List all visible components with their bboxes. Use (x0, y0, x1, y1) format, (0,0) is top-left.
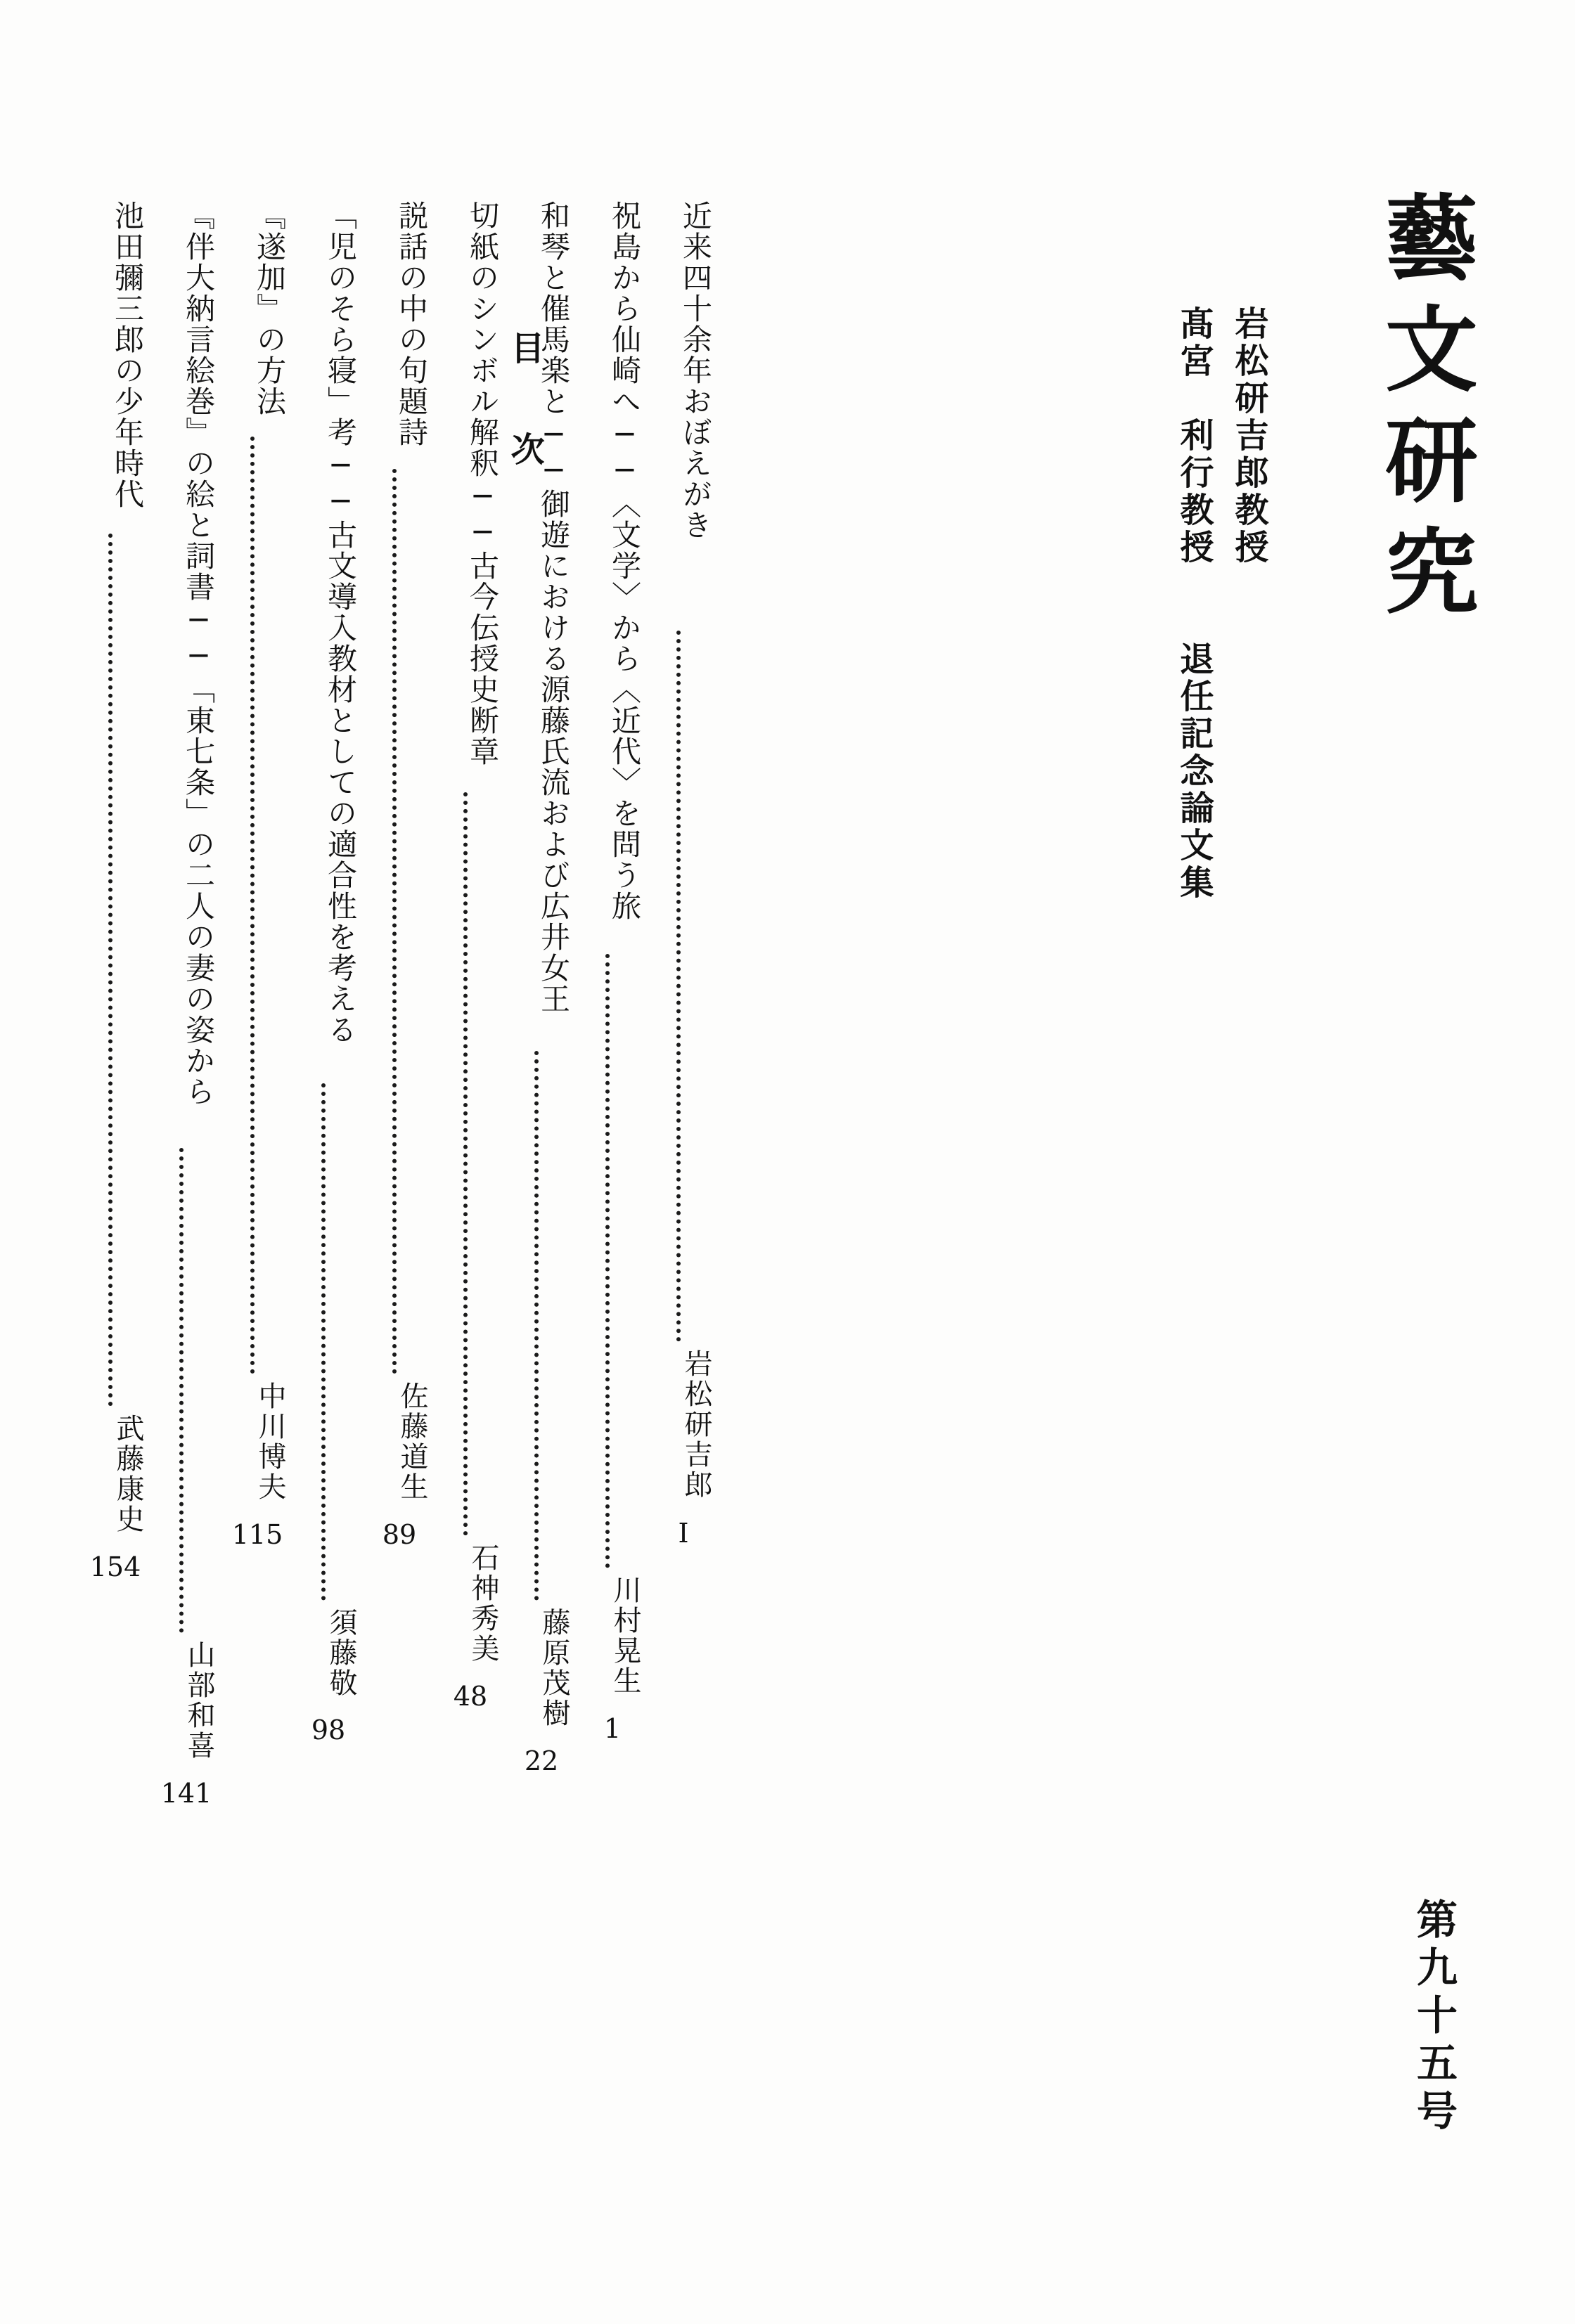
toc-entry-author: 武藤康史 (112, 1414, 144, 1535)
toc-leader-dots (317, 1083, 326, 1601)
toc-entry-author: 石神秀美 (467, 1543, 499, 1664)
toc-leader-dots (175, 1148, 184, 1633)
toc-entry-title: 『遂加』の方法 (252, 200, 287, 417)
toc-entry-page: 48 (453, 1681, 488, 1712)
journal-title: 藝文研究 (1369, 190, 1478, 634)
toc-entry-author: 佐藤道生 (396, 1381, 428, 1502)
toc-entry-page: 98 (311, 1715, 346, 1745)
toc-entry-author: 中川博夫 (254, 1381, 286, 1502)
dedication-line-1: 岩松研吉郎教授 (1229, 306, 1268, 567)
toc-entry-title: 説話の中の句題詩 (394, 200, 429, 448)
toc-entry[interactable] (495, 200, 571, 2225)
toc-entry[interactable] (637, 200, 713, 2225)
toc-leader-dots (601, 954, 610, 1568)
toc-entry[interactable] (140, 200, 216, 2225)
toc-entry-page: 1 (603, 1713, 622, 1744)
toc-entry-title: 切紙のシンボル解釈──古今伝授史断章 (465, 200, 500, 767)
toc-leader-dots (388, 469, 397, 1374)
toc-entry[interactable] (353, 200, 429, 2225)
toc-entry-page: 22 (524, 1745, 559, 1776)
toc-entry[interactable] (282, 200, 358, 2225)
issue-number: 第九十五号 (1410, 1898, 1458, 2137)
toc-entry-author: 川村晃生 (609, 1575, 641, 1696)
toc-entry-page: 141 (160, 1778, 212, 1809)
toc-leader-dots (530, 1051, 539, 1601)
toc-entry-author: 岩松研吉郎 (680, 1349, 712, 1500)
toc-entry-author: 山部和喜 (183, 1640, 215, 1761)
toc-entry[interactable] (211, 200, 287, 2225)
toc-entry[interactable] (69, 200, 145, 2225)
toc-leader-dots (672, 631, 681, 1342)
toc-leader-dots (459, 792, 468, 1536)
dedication-line-2: 髙宮 利行教授 退任記念論文集 (1174, 306, 1214, 902)
toc-entry-page: 115 (231, 1519, 283, 1550)
toc-leader-dots (104, 534, 112, 1407)
toc-heading: 目 次 (505, 330, 544, 482)
toc-entry-title: 祝島から仙崎へ──〈文学〉から〈近代〉を問う旅 (608, 200, 642, 922)
toc-entry-page: 89 (382, 1519, 417, 1550)
toc-leader-dots (246, 437, 255, 1374)
toc-entry-author: 藤原茂樹 (538, 1608, 570, 1729)
toc-entry-page: 154 (89, 1551, 141, 1582)
toc-entry[interactable] (566, 200, 642, 2225)
toc-entry-title: 池田彌三郎の少年時代 (110, 200, 145, 510)
toc-entry-title: 近来四十余年おぼえがき (679, 200, 713, 541)
toc-entry[interactable] (424, 200, 500, 2225)
toc-entry-page: I (678, 1518, 689, 1549)
toc-entry-author: 須藤敬 (325, 1608, 357, 1698)
toc-entry-title: 『伴大納言絵巻』の絵と詞書──「東七条」の二人の妻の姿から (181, 200, 216, 1107)
toc-entry-title: 和琴と催馬楽と──御遊における源藤氏流および広井女王 (536, 200, 571, 1014)
toc-entry-title: 「児のそら寝」考──古文導入教材としての適合性を考える (323, 200, 358, 1045)
